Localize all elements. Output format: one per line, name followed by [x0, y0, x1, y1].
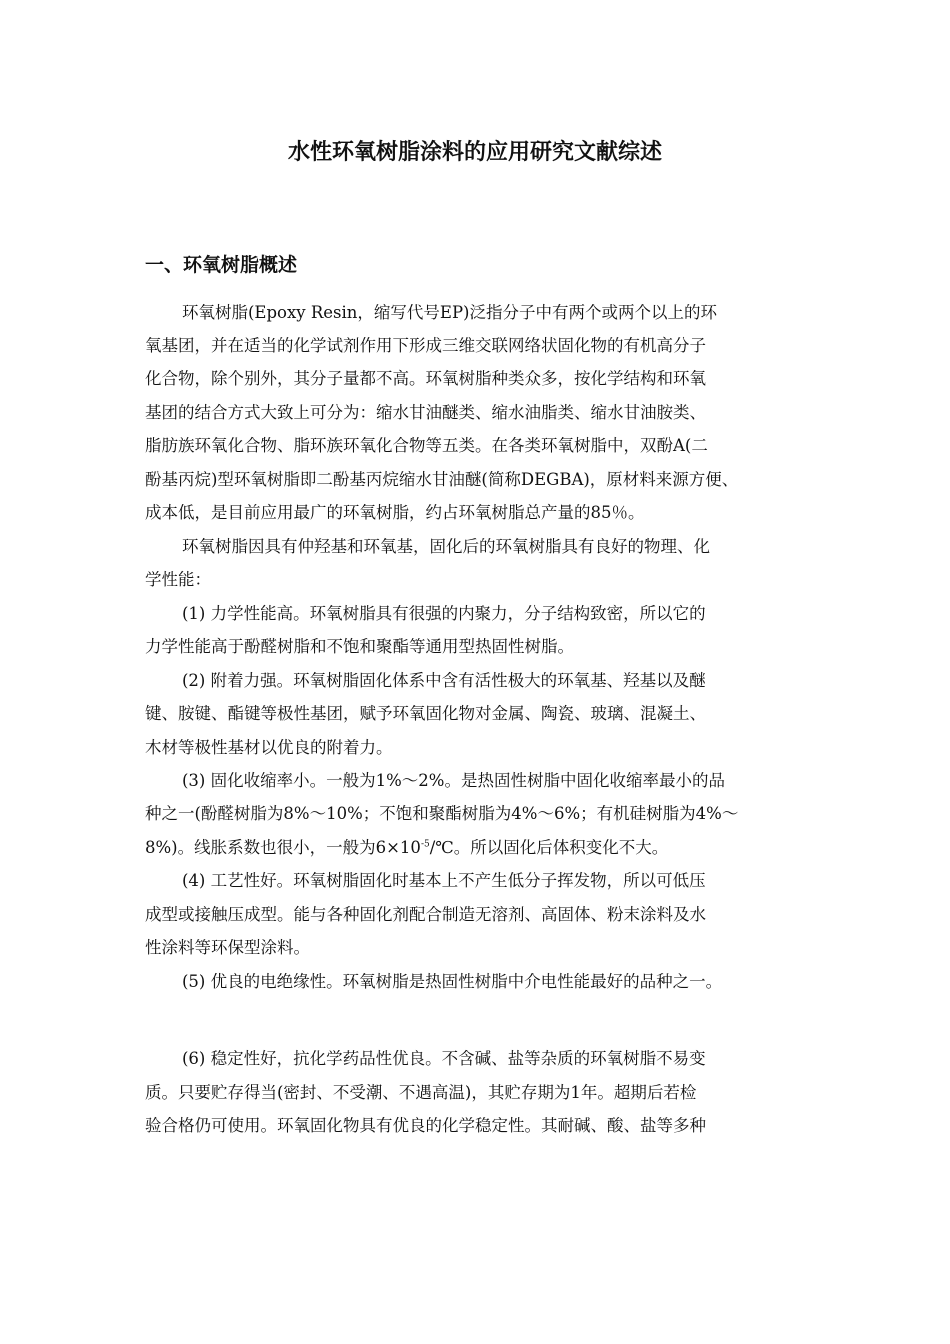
- list-item-line: (1) 力学性能高。环氧树脂具有很强的内聚力，分子结构致密，所以它的: [182, 604, 706, 623]
- list-item-line: 验合格仍可使用。环氧固化物具有优良的化学稳定性。其耐碱、酸、盐等多种: [145, 1116, 706, 1135]
- list-item-line: [145, 834, 825, 862]
- paragraph-line: 氧基团，并在适当的化学试剂作用下形成三维交联网络状固化物的有机高分子: [145, 336, 706, 355]
- list-item-line: (6) 稳定性好，抗化学药品性优良。不含碱、盐等杂质的环氧树脂不易变: [182, 1049, 706, 1068]
- list-item-line: 成型或接触压成型。能与各种固化剂配合制造无溶剂、高固体、粉末涂料及水: [145, 905, 706, 924]
- list-item-line: (2) 附着力强。环氧树脂固化体系中含有活性极大的环氧基、羟基以及醚: [182, 671, 706, 690]
- paragraph-line: 化合物，除个别外，其分子量都不高。环氧树脂种类众多，按化学结构和环氧: [145, 369, 706, 388]
- list-item-line: 质。只要贮存得当(密封、不受潮、不遇高温)，其贮存期为1年。超期后若检: [145, 1083, 697, 1102]
- list-item-line: (5) 优良的电绝缘性。环氧树脂是热固性树脂中介电性能最好的品种之一。: [182, 972, 723, 991]
- paragraph-line: 环氧树脂因具有仲羟基和环氧基，固化后的环氧树脂具有良好的物理、化: [182, 537, 710, 556]
- list-item-line: 力学性能高于酚醛树脂和不饱和聚酯等通用型热固性树脂。: [145, 637, 574, 656]
- list-item-line: (3) 固化收缩率小。一般为1%～2%。是热固性树脂中固化收缩率最小的品: [182, 771, 725, 790]
- paragraph-line: 学性能：: [145, 570, 211, 589]
- document-title: 水性环氧树脂涂料的应用研究文献综述: [287, 140, 662, 165]
- paragraph-line: 脂肪族环氧化合物、脂环族环氧化合物等五类。在各类环氧树脂中，双酚A(二: [145, 436, 708, 455]
- superscript-exponent: -5: [420, 839, 430, 850]
- paragraph-line: 成本低，是目前应用最广的环氧树脂，约占环氧树脂总产量的85％。: [145, 503, 645, 522]
- paragraph-line: 环氧树脂(Epoxy Resin，缩写代号EP)泛指分子中有两个或两个以上的环: [182, 303, 717, 322]
- text-fragment: /℃。所以固化后体积变化不大。: [429, 838, 669, 857]
- list-item-line: 键、胺键、酯键等极性基团，赋予环氧固化物对金属、陶瓷、玻璃、混凝土、: [145, 704, 706, 723]
- list-item-line: (4) 工艺性好。环氧树脂固化时基本上不产生低分子挥发物，所以可低压: [182, 871, 706, 890]
- paragraph-line: 酚基丙烷)型环氧树脂即二酚基丙烷缩水甘油醚(简称DEGBA)，原材料来源方便、: [145, 470, 739, 489]
- list-item-line: 木材等极性基材以优良的附着力。: [145, 738, 393, 757]
- paragraph-line: 基团的结合方式大致上可分为：缩水甘油醚类、缩水油脂类、缩水甘油胺类、: [145, 403, 706, 422]
- list-item-line: 性涂料等环保型涂料。: [145, 938, 310, 957]
- section-heading: 一、环氧树脂概述: [145, 254, 298, 276]
- list-item-line: 种之一(酚醛树脂为8%～10%；不饱和聚酯树脂为4%～6%；有机硅树脂为4%～: [145, 804, 739, 823]
- text-fragment: 8%)。线胀系数也很小，一般为6×10: [145, 838, 421, 857]
